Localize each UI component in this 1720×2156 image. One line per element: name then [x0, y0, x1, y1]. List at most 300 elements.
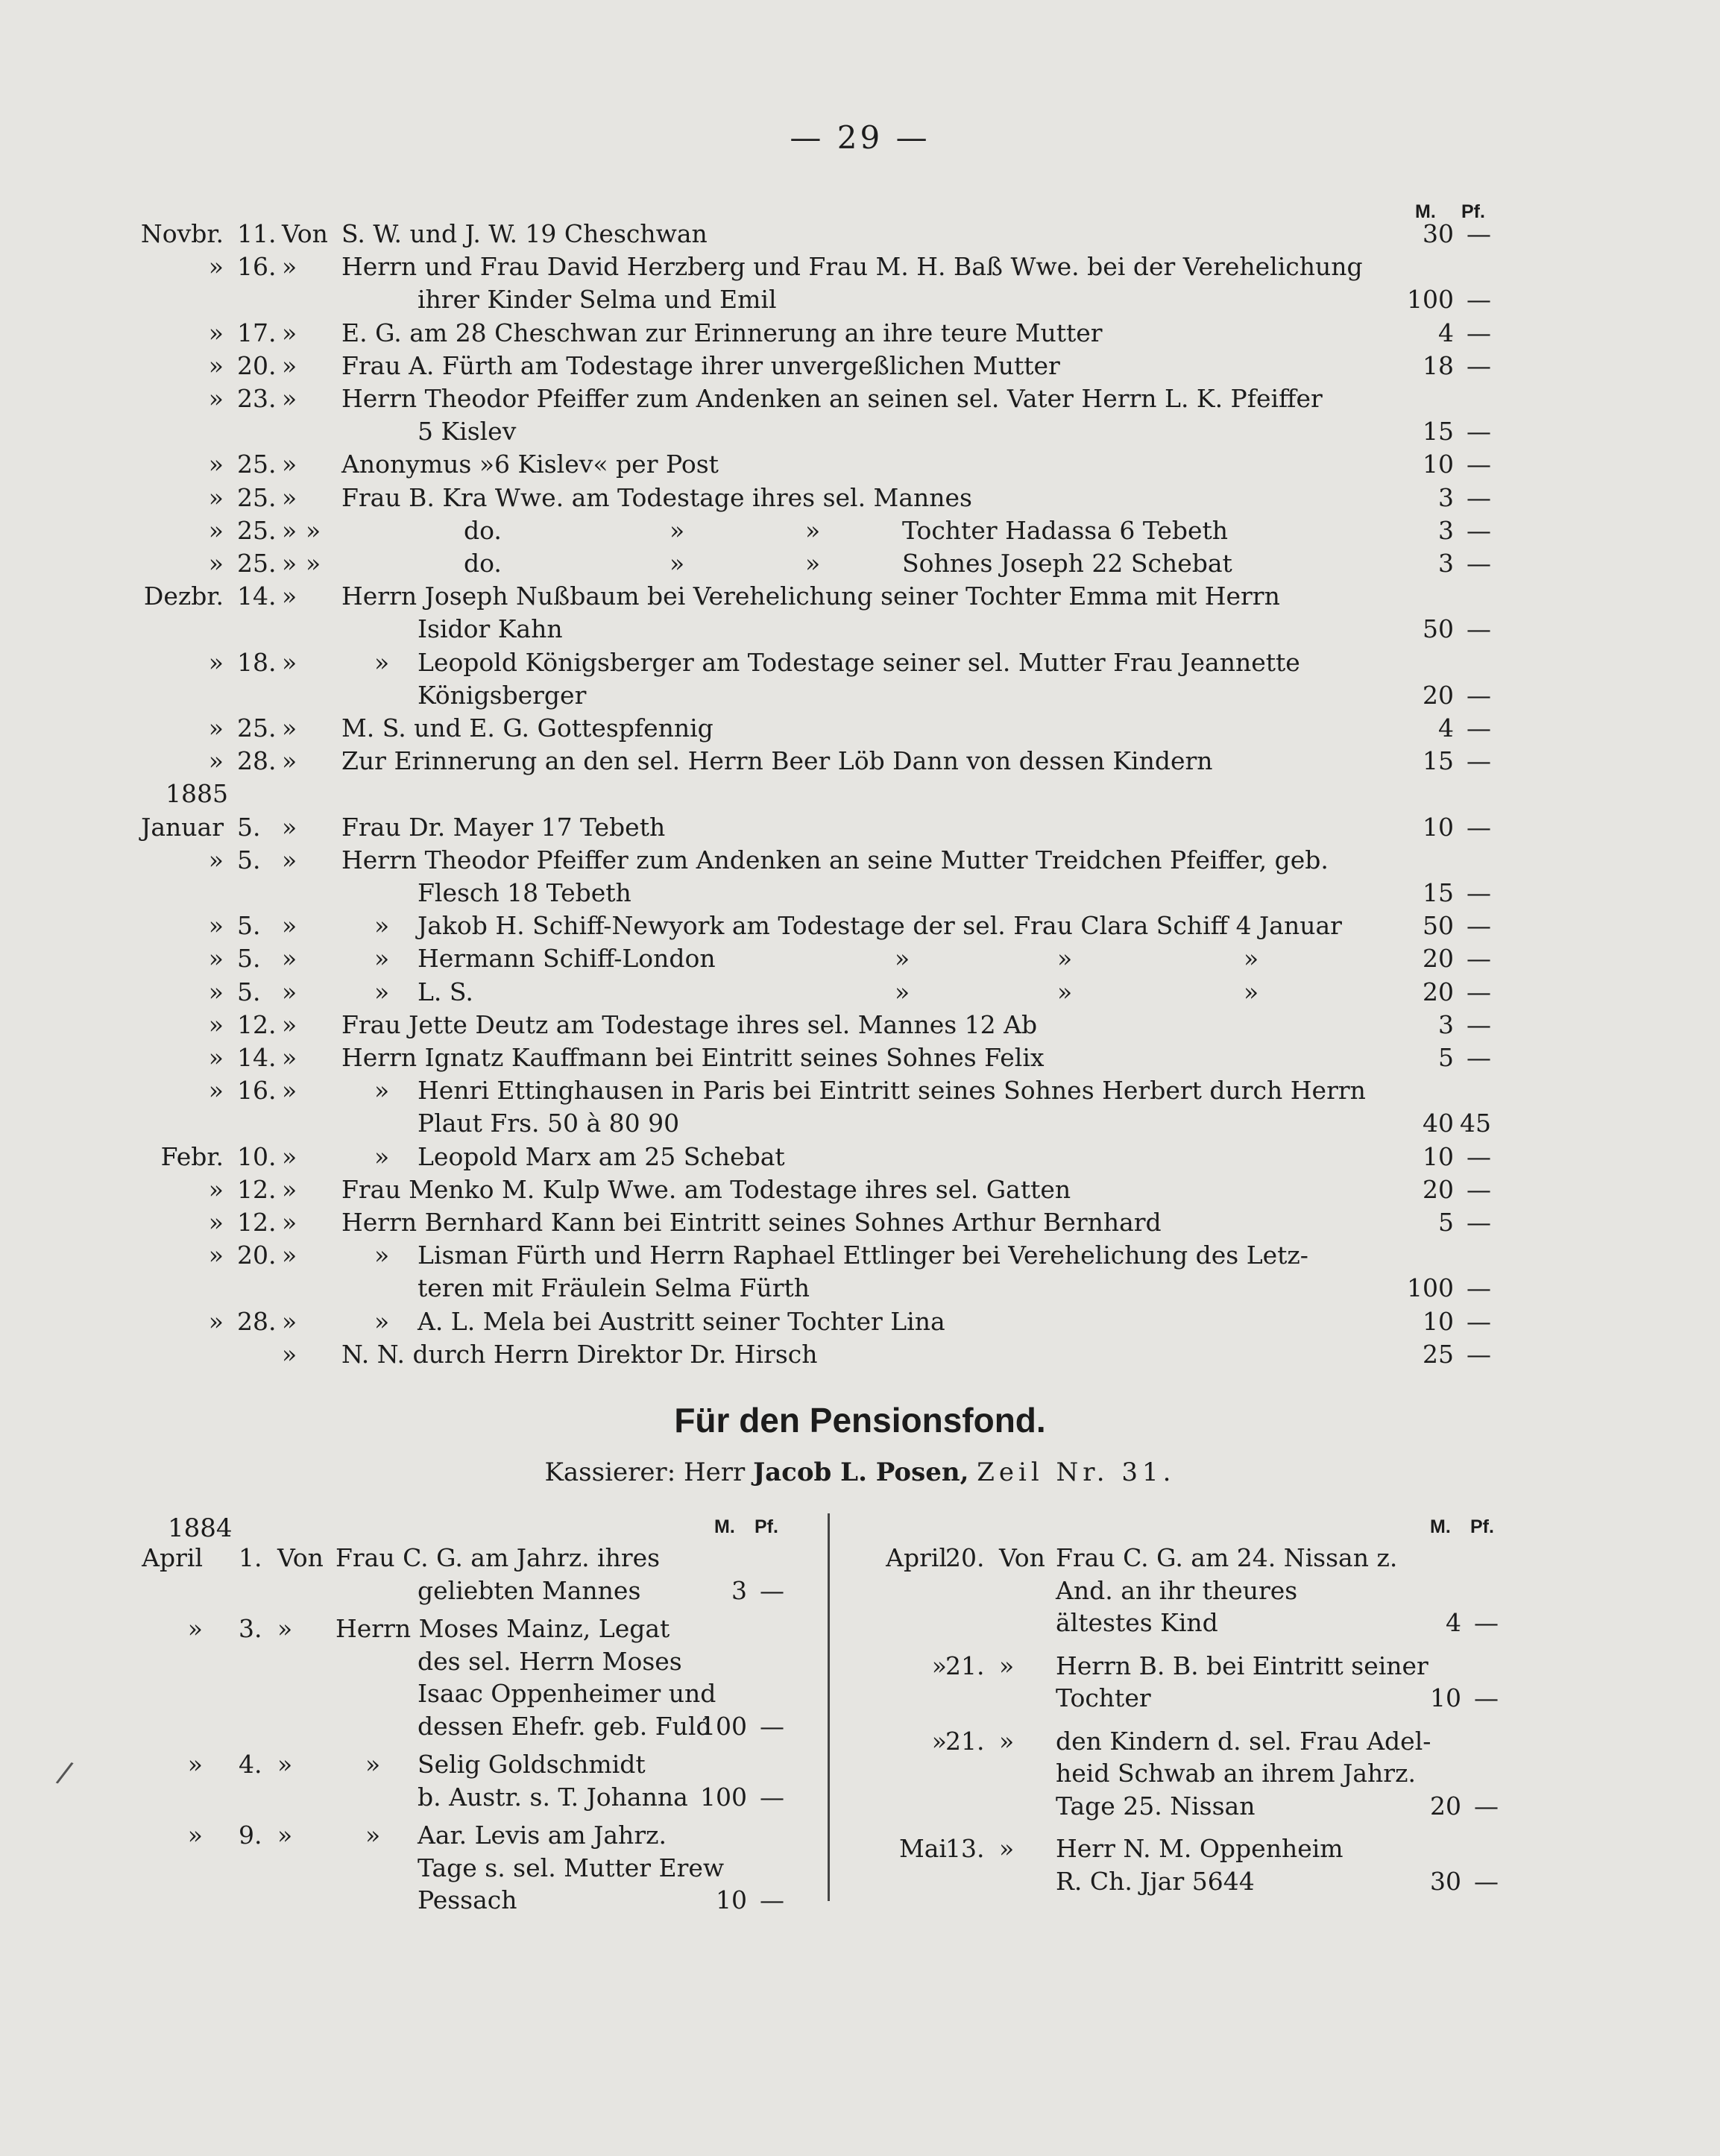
- pension-right-mark-header: M.: [1430, 1516, 1451, 1537]
- entry-pf: —: [1467, 1174, 1491, 1204]
- pension-day: 1.: [239, 1543, 262, 1572]
- entry-day: 11.: [237, 219, 277, 248]
- entry-text: L. S.: [418, 977, 473, 1006]
- entry-row: [0, 1206, 1720, 1239]
- entry-day: 25.: [237, 549, 277, 578]
- entry-from: »: [282, 384, 297, 413]
- entry-ditto: »: [374, 911, 390, 941]
- pension-month: »: [187, 1614, 203, 1643]
- dot-leader: [675, 811, 1400, 844]
- pension-row: [0, 1607, 1720, 1639]
- pension-year: 1884: [168, 1513, 233, 1543]
- dot-leader: [729, 448, 1400, 481]
- entry-from: »: [282, 845, 297, 874]
- pension-day: 13.: [945, 1834, 985, 1863]
- entry-day: 16.: [237, 1076, 277, 1106]
- entry-month: »: [208, 1208, 224, 1237]
- entry-row: [0, 910, 1720, 942]
- entry-pf: —: [1467, 878, 1491, 907]
- entry-day: 12.: [237, 1174, 277, 1204]
- entry-month: »: [208, 647, 224, 677]
- entry-ditto: »: [895, 944, 910, 974]
- entry-text: Zur Erinnerung an den sel. Herrn Beer Löb Dann von dessen Kindern: [341, 746, 1213, 776]
- entry-from: Von: [282, 219, 328, 248]
- pension-text: b. Austr. s. T. Johanna: [418, 1782, 688, 1812]
- pension-row: [0, 1757, 1720, 1790]
- entry-pf: —: [1467, 318, 1491, 347]
- entry-month: »: [208, 911, 224, 941]
- entry-text: Sohnes Joseph 22 Schebat: [902, 549, 1232, 578]
- pension-left-pf-header: Pf.: [755, 1516, 778, 1537]
- entry-text: Lisman Fürth und Herrn Raphael Ettlinger bei Verehelichung des Letz-: [418, 1241, 1308, 1270]
- entry-mark: 100: [1407, 285, 1454, 315]
- entry-pf: —: [1467, 219, 1491, 248]
- entry-pf: —: [1467, 285, 1491, 315]
- pension-mark: 10: [1430, 1683, 1461, 1712]
- entry-day: 25.: [237, 713, 277, 743]
- entry-pf: 45: [1460, 1109, 1491, 1138]
- entry-mark: 25: [1423, 1339, 1454, 1369]
- entry-row: [0, 1141, 1720, 1173]
- entry-mark: 5: [1438, 1208, 1454, 1237]
- pension-row: [0, 1650, 1720, 1683]
- entry-from: »: [282, 1076, 297, 1106]
- entry-row: [0, 514, 1720, 547]
- entry-from: »: [282, 350, 297, 380]
- page-number: — 29 —: [790, 119, 930, 156]
- entry-text: N. N. durch Herrn Direktor Dr. Hirsch: [341, 1339, 818, 1369]
- dot-leader: [526, 415, 1400, 448]
- entry-month: »: [208, 384, 224, 413]
- entry-text: S. W. und J. W. 19 Cheschwan: [341, 219, 708, 248]
- dot-leader: [983, 482, 1400, 514]
- entry-from: »: [282, 482, 297, 512]
- dot-leader: [1265, 1865, 1424, 1898]
- entry-from: »: [282, 252, 297, 282]
- pension-text: Herr N. M. Oppenheim: [1056, 1834, 1343, 1863]
- dot-leader: [1081, 1173, 1400, 1206]
- entry-row: [0, 745, 1720, 778]
- entry-ditto: »: [805, 549, 821, 578]
- kassierer-name: Jacob L. Posen,: [753, 1457, 969, 1487]
- pension-text: ältestes Kind: [1056, 1608, 1218, 1637]
- entry-from: »: [282, 746, 297, 776]
- entry-row: [0, 1041, 1720, 1074]
- entry-from: »: [282, 1339, 297, 1369]
- entry-row: [0, 382, 1720, 415]
- entry-day: 5.: [237, 944, 261, 974]
- dot-leader: [820, 1272, 1400, 1305]
- entry-day: 10.: [237, 1141, 277, 1171]
- entry-ditto: »: [1244, 977, 1259, 1006]
- dot-leader: [573, 613, 1400, 646]
- entry-mark: 20: [1423, 680, 1454, 710]
- pension-pf: —: [760, 1711, 784, 1741]
- entry-pf: —: [1467, 549, 1491, 578]
- entry-month: Dezbr.: [143, 581, 224, 611]
- dot-leader: [596, 679, 1400, 712]
- entry-month: »: [208, 1043, 224, 1072]
- entry-ditto: »: [306, 515, 321, 545]
- entry-pf: —: [1467, 450, 1491, 479]
- entry-month: »: [208, 1241, 224, 1270]
- entry-row: [0, 218, 1720, 250]
- pension-text: dessen Ehefr. geb. Fuld: [418, 1711, 712, 1741]
- entry-month: »: [208, 977, 224, 1006]
- dot-leader: [828, 1338, 1400, 1371]
- entry-text: Frau A. Fürth am Todestage ihrer unvergeßlichen Mutter: [341, 350, 1060, 380]
- entry-from: »: [282, 581, 297, 611]
- pension-pf: —: [1474, 1683, 1499, 1712]
- entry-pf: —: [1467, 614, 1491, 644]
- pension-from: »: [999, 1834, 1015, 1863]
- entry-ditto: »: [1057, 944, 1073, 974]
- entry-month: »: [208, 318, 224, 347]
- dot-leader: [1071, 350, 1400, 382]
- pension-month: »: [931, 1651, 947, 1680]
- pension-row: [0, 1832, 1720, 1865]
- entry-row: [0, 1009, 1720, 1041]
- entry-month: Novbr.: [140, 219, 224, 248]
- section-title: Für den Pensionsfond.: [674, 1401, 1046, 1440]
- dot-leader: [1162, 1682, 1424, 1715]
- pension-month: April: [886, 1543, 947, 1572]
- entry-day: 14.: [237, 1043, 277, 1072]
- entry-mark: 10: [1423, 1306, 1454, 1336]
- entry-ditto: »: [1057, 977, 1073, 1006]
- entry-mark: 50: [1423, 614, 1454, 644]
- entry-row: [0, 811, 1720, 844]
- dot-leader: [1243, 547, 1400, 580]
- entry-from: »: [282, 911, 297, 941]
- entry-mark: 3: [1438, 549, 1454, 578]
- entry-from: »: [282, 1241, 297, 1270]
- pension-day: 9.: [239, 1821, 262, 1850]
- entry-month: »: [208, 549, 224, 578]
- entry-month: »: [208, 713, 224, 743]
- pension-text: Pessach: [418, 1885, 517, 1914]
- entry-mark: 10: [1423, 1141, 1454, 1171]
- pension-pf: —: [760, 1782, 784, 1812]
- entry-day: 25.: [237, 450, 277, 479]
- entry-row: [0, 482, 1720, 514]
- entry-day: 20.: [237, 1241, 277, 1270]
- entry-ditto: do.: [464, 515, 502, 545]
- pension-text: Isaac Oppenheimer und: [418, 1679, 716, 1708]
- entry-text: Isidor Kahn: [418, 614, 563, 644]
- entry-text: Jakob H. Schiff-Newyork am Todestage der sel. Frau Clara Schiff 4 Januar: [418, 911, 1342, 941]
- entry-pf: —: [1467, 1141, 1491, 1171]
- entry-day: 5.: [237, 845, 261, 874]
- pension-month: »: [187, 1821, 203, 1850]
- pension-ditto: »: [365, 1750, 381, 1779]
- entry-day: 18.: [237, 647, 277, 677]
- pension-text: den Kindern d. sel. Frau Adel-: [1056, 1726, 1431, 1756]
- dot-leader: [1048, 1009, 1400, 1041]
- pension-pf: —: [760, 1575, 784, 1605]
- entry-pf: —: [1467, 1306, 1491, 1336]
- entry-day: 25.: [237, 482, 277, 512]
- entry-from: »: [282, 549, 297, 578]
- pension-text: heid Schwab an ihrem Jahrz.: [1056, 1759, 1416, 1788]
- pension-from: »: [999, 1651, 1015, 1680]
- pension-month: Mai: [898, 1834, 947, 1863]
- entry-month: »: [208, 1174, 224, 1204]
- entry-from: »: [282, 944, 297, 974]
- entry-row: [0, 679, 1720, 712]
- entry-day: 12.: [237, 1009, 277, 1039]
- pension-month: April: [142, 1543, 203, 1572]
- year-label: 1885: [166, 779, 228, 809]
- entry-pf: —: [1467, 1339, 1491, 1369]
- entry-pf: —: [1467, 1009, 1491, 1039]
- dot-leader: [1229, 1607, 1424, 1639]
- entry-from: »: [282, 647, 297, 677]
- entry-pf: —: [1467, 1273, 1491, 1303]
- entry-mark: 5: [1438, 1043, 1454, 1072]
- pension-pf: —: [1474, 1791, 1499, 1821]
- entry-mark: 4: [1438, 713, 1454, 743]
- dot-leader: [1172, 1206, 1400, 1239]
- entry-row: [0, 317, 1720, 350]
- entry-pf: —: [1467, 350, 1491, 380]
- entry-mark: 20: [1423, 977, 1454, 1006]
- pension-text: Tage 25. Nissan: [1056, 1791, 1256, 1821]
- pension-pf: —: [760, 1885, 784, 1914]
- entry-month: »: [208, 450, 224, 479]
- dot-leader: [724, 712, 1400, 745]
- pension-mark: 100: [700, 1782, 747, 1812]
- entry-month: Januar: [141, 812, 224, 842]
- entry-text: Herrn und Frau David Herzberg und Frau M. H. Baß Wwe. bei der Verehelichung: [341, 252, 1363, 282]
- kassierer-label: Kassierer:: [544, 1457, 676, 1487]
- entry-pf: —: [1467, 977, 1491, 1006]
- entry-month: »: [208, 515, 224, 545]
- entry-pf: —: [1467, 1208, 1491, 1237]
- pension-text: And. an ihr theures: [1056, 1575, 1298, 1605]
- pension-text: Aar. Levis am Jahrz.: [418, 1821, 667, 1850]
- entry-text: M. S. und E. G. Gottespfennig: [341, 713, 713, 743]
- entry-from: »: [282, 1174, 297, 1204]
- entry-text: teren mit Fräulein Selma Fürth: [418, 1273, 810, 1303]
- entry-row: [0, 877, 1720, 910]
- pension-from: »: [277, 1614, 293, 1643]
- pension-from: »: [277, 1821, 293, 1850]
- entry-pf: —: [1467, 417, 1491, 447]
- entry-pf: —: [1467, 746, 1491, 776]
- entry-ditto: »: [374, 647, 390, 677]
- entry-text: ihrer Kinder Selma und Emil: [418, 285, 777, 315]
- year-row: [0, 778, 1720, 810]
- entry-row: [0, 547, 1720, 580]
- pension-row: [0, 1725, 1720, 1758]
- pension-right-pf-header: Pf.: [1470, 1516, 1494, 1537]
- entry-row: [0, 250, 1720, 283]
- entry-ditto: »: [1244, 944, 1259, 974]
- entry-text: Herrn Theodor Pfeiffer zum Andenken an seinen sel. Vater Herrn L. K. Pfeiffer: [341, 384, 1323, 413]
- entry-day: 20.: [237, 350, 277, 380]
- entry-month: »: [208, 746, 224, 776]
- entry-mark: 15: [1423, 746, 1454, 776]
- entry-pf: —: [1467, 812, 1491, 842]
- pension-month: »: [931, 1726, 947, 1756]
- entry-text: Tochter Hadassa 6 Tebeth: [902, 515, 1229, 545]
- pension-day: 20.: [945, 1543, 985, 1572]
- pension-text: Selig Goldschmidt: [418, 1750, 646, 1779]
- entry-ditto: »: [805, 515, 821, 545]
- entry-month: »: [208, 944, 224, 974]
- entry-ditto: »: [374, 1306, 390, 1336]
- entry-from: »: [282, 450, 297, 479]
- entry-text: Herrn Theodor Pfeiffer zum Andenken an seine Mutter Treidchen Pfeiffer, geb.: [341, 845, 1329, 874]
- entry-row: [0, 415, 1720, 448]
- pension-text: geliebten Mannes: [418, 1575, 641, 1605]
- entry-mark: 15: [1423, 417, 1454, 447]
- dot-leader: [642, 877, 1400, 910]
- entry-ditto: »: [374, 977, 390, 1006]
- kassierer-line: [0, 1457, 1720, 1487]
- pension-day: 4.: [239, 1750, 262, 1779]
- entry-text: Leopold Marx am 25 Schebat: [418, 1141, 785, 1171]
- entry-from: »: [282, 1009, 297, 1039]
- entry-text: Herrn Bernhard Kann bei Eintritt seines Sohnes Arthur Bernhard: [341, 1208, 1162, 1237]
- entry-from: »: [282, 1141, 297, 1171]
- entry-text: Frau Dr. Mayer 17 Tebeth: [341, 812, 666, 842]
- top-mark-header: M.: [1415, 201, 1436, 222]
- entry-row: [0, 1272, 1720, 1305]
- entry-pf: —: [1467, 680, 1491, 710]
- entry-text: Frau Menko M. Kulp Wwe. am Todestage ihres sel. Gatten: [341, 1174, 1071, 1204]
- entry-mark: 3: [1438, 482, 1454, 512]
- entry-mark: 4: [1438, 318, 1454, 347]
- entry-row: [0, 976, 1720, 1009]
- entry-day: 16.: [237, 252, 277, 282]
- entry-text: Flesch 18 Tebeth: [418, 878, 631, 907]
- entry-pf: —: [1467, 944, 1491, 974]
- entry-pf: —: [1467, 482, 1491, 512]
- entry-pf: —: [1467, 911, 1491, 941]
- entry-from: »: [282, 1208, 297, 1237]
- pension-row: [0, 1542, 1720, 1575]
- entry-mark: 3: [1438, 1009, 1454, 1039]
- pension-text: R. Ch. Jjar 5644: [1056, 1866, 1255, 1896]
- entry-mark: 10: [1423, 812, 1454, 842]
- entry-day: 5.: [237, 812, 261, 842]
- entry-row: [0, 613, 1720, 646]
- pension-text: des sel. Herrn Moses: [418, 1646, 682, 1676]
- entry-text: Plaut Frs. 50 à 80 90: [418, 1109, 680, 1138]
- entry-month: »: [208, 1076, 224, 1106]
- entry-pf: —: [1467, 1043, 1491, 1072]
- entry-from: »: [282, 977, 297, 1006]
- entry-mark: 30: [1423, 219, 1454, 248]
- entry-month: »: [208, 482, 224, 512]
- entry-row: [0, 350, 1720, 382]
- entry-ditto: »: [374, 944, 390, 974]
- pension-day: 21.: [945, 1726, 985, 1756]
- top-pf-header: Pf.: [1461, 201, 1485, 222]
- entry-month: »: [208, 845, 224, 874]
- entry-mark: 50: [1423, 911, 1454, 941]
- entry-text: Henri Ettinghausen in Paris bei Eintritt seines Sohnes Herbert durch Herrn: [418, 1076, 1366, 1106]
- pension-day: 21.: [945, 1651, 985, 1680]
- pension-ditto: »: [365, 1821, 381, 1850]
- dot-leader: [787, 283, 1400, 316]
- entry-row: [0, 1305, 1720, 1338]
- entry-from: »: [282, 812, 297, 842]
- entry-day: 14.: [237, 581, 277, 611]
- entry-day: 5.: [237, 911, 261, 941]
- entry-row: [0, 1173, 1720, 1206]
- entry-ditto: »: [374, 1076, 390, 1106]
- entry-month: »: [208, 350, 224, 380]
- entry-text: Hermann Schiff-London: [418, 944, 716, 974]
- entry-month: Febr.: [160, 1141, 224, 1171]
- pension-row: [0, 1790, 1720, 1823]
- entry-ditto: »: [374, 1141, 390, 1171]
- entry-day: 28.: [237, 1306, 277, 1336]
- dot-leader: [1238, 514, 1400, 547]
- dot-leader: [1352, 910, 1400, 942]
- pension-row: [0, 1865, 1720, 1898]
- entry-text: E. G. am 28 Cheschwan zur Erinnerung an ihre teure Mutter: [341, 318, 1103, 347]
- entry-month: »: [208, 1009, 224, 1039]
- pension-mark: 3: [731, 1575, 747, 1605]
- kassierer-prefix: Herr: [683, 1457, 746, 1487]
- dot-leader: [1223, 745, 1400, 778]
- pension-from: Von: [999, 1543, 1045, 1572]
- pension-pf: —: [1474, 1608, 1499, 1637]
- pension-day: 3.: [239, 1614, 262, 1643]
- entry-pf: —: [1467, 713, 1491, 743]
- entry-mark: 15: [1423, 878, 1454, 907]
- entry-ditto: do.: [464, 549, 502, 578]
- dot-leader: [718, 218, 1400, 250]
- entry-month: »: [208, 1306, 224, 1336]
- pension-from: »: [999, 1726, 1015, 1756]
- entry-text: Frau Jette Deutz am Todestage ihres sel. Mannes 12 Ab: [341, 1009, 1038, 1039]
- pension-text: Herrn B. B. bei Eintritt seiner: [1056, 1651, 1428, 1680]
- pension-row: [0, 1575, 1720, 1607]
- entry-day: 12.: [237, 1208, 277, 1237]
- entry-mark: 40: [1423, 1109, 1454, 1138]
- pension-from: Von: [277, 1543, 324, 1572]
- dot-leader: [1113, 317, 1400, 350]
- entry-mark: 10: [1423, 450, 1454, 479]
- entry-from: »: [282, 1043, 297, 1072]
- entry-ditto: »: [374, 1241, 390, 1270]
- pension-pf: —: [1474, 1866, 1499, 1896]
- entry-row: [0, 712, 1720, 745]
- entry-row: [0, 1074, 1720, 1107]
- entry-month: »: [208, 252, 224, 282]
- dot-leader: [1055, 1041, 1400, 1074]
- dot-leader: [690, 1107, 1400, 1140]
- entry-text: Herrn Ignatz Kauffmann bei Eintritt seines Sohnes Felix: [341, 1043, 1045, 1072]
- entry-day: 23.: [237, 384, 277, 413]
- pension-mark: 10: [716, 1885, 747, 1914]
- entry-row: [0, 1239, 1720, 1272]
- entry-from: »: [282, 1306, 297, 1336]
- entry-text: Leopold Königsberger am Todestage seiner sel. Mutter Frau Jeannette: [418, 647, 1300, 677]
- entry-mark: 3: [1438, 515, 1454, 545]
- pension-mark: 30: [1430, 1866, 1461, 1896]
- kassierer-address: Zeil Nr. 31.: [977, 1457, 1176, 1487]
- entry-row: [0, 1338, 1720, 1371]
- dot-leader: [1265, 1790, 1424, 1823]
- pension-mark: 20: [1430, 1791, 1461, 1821]
- entry-day: 5.: [237, 977, 261, 1006]
